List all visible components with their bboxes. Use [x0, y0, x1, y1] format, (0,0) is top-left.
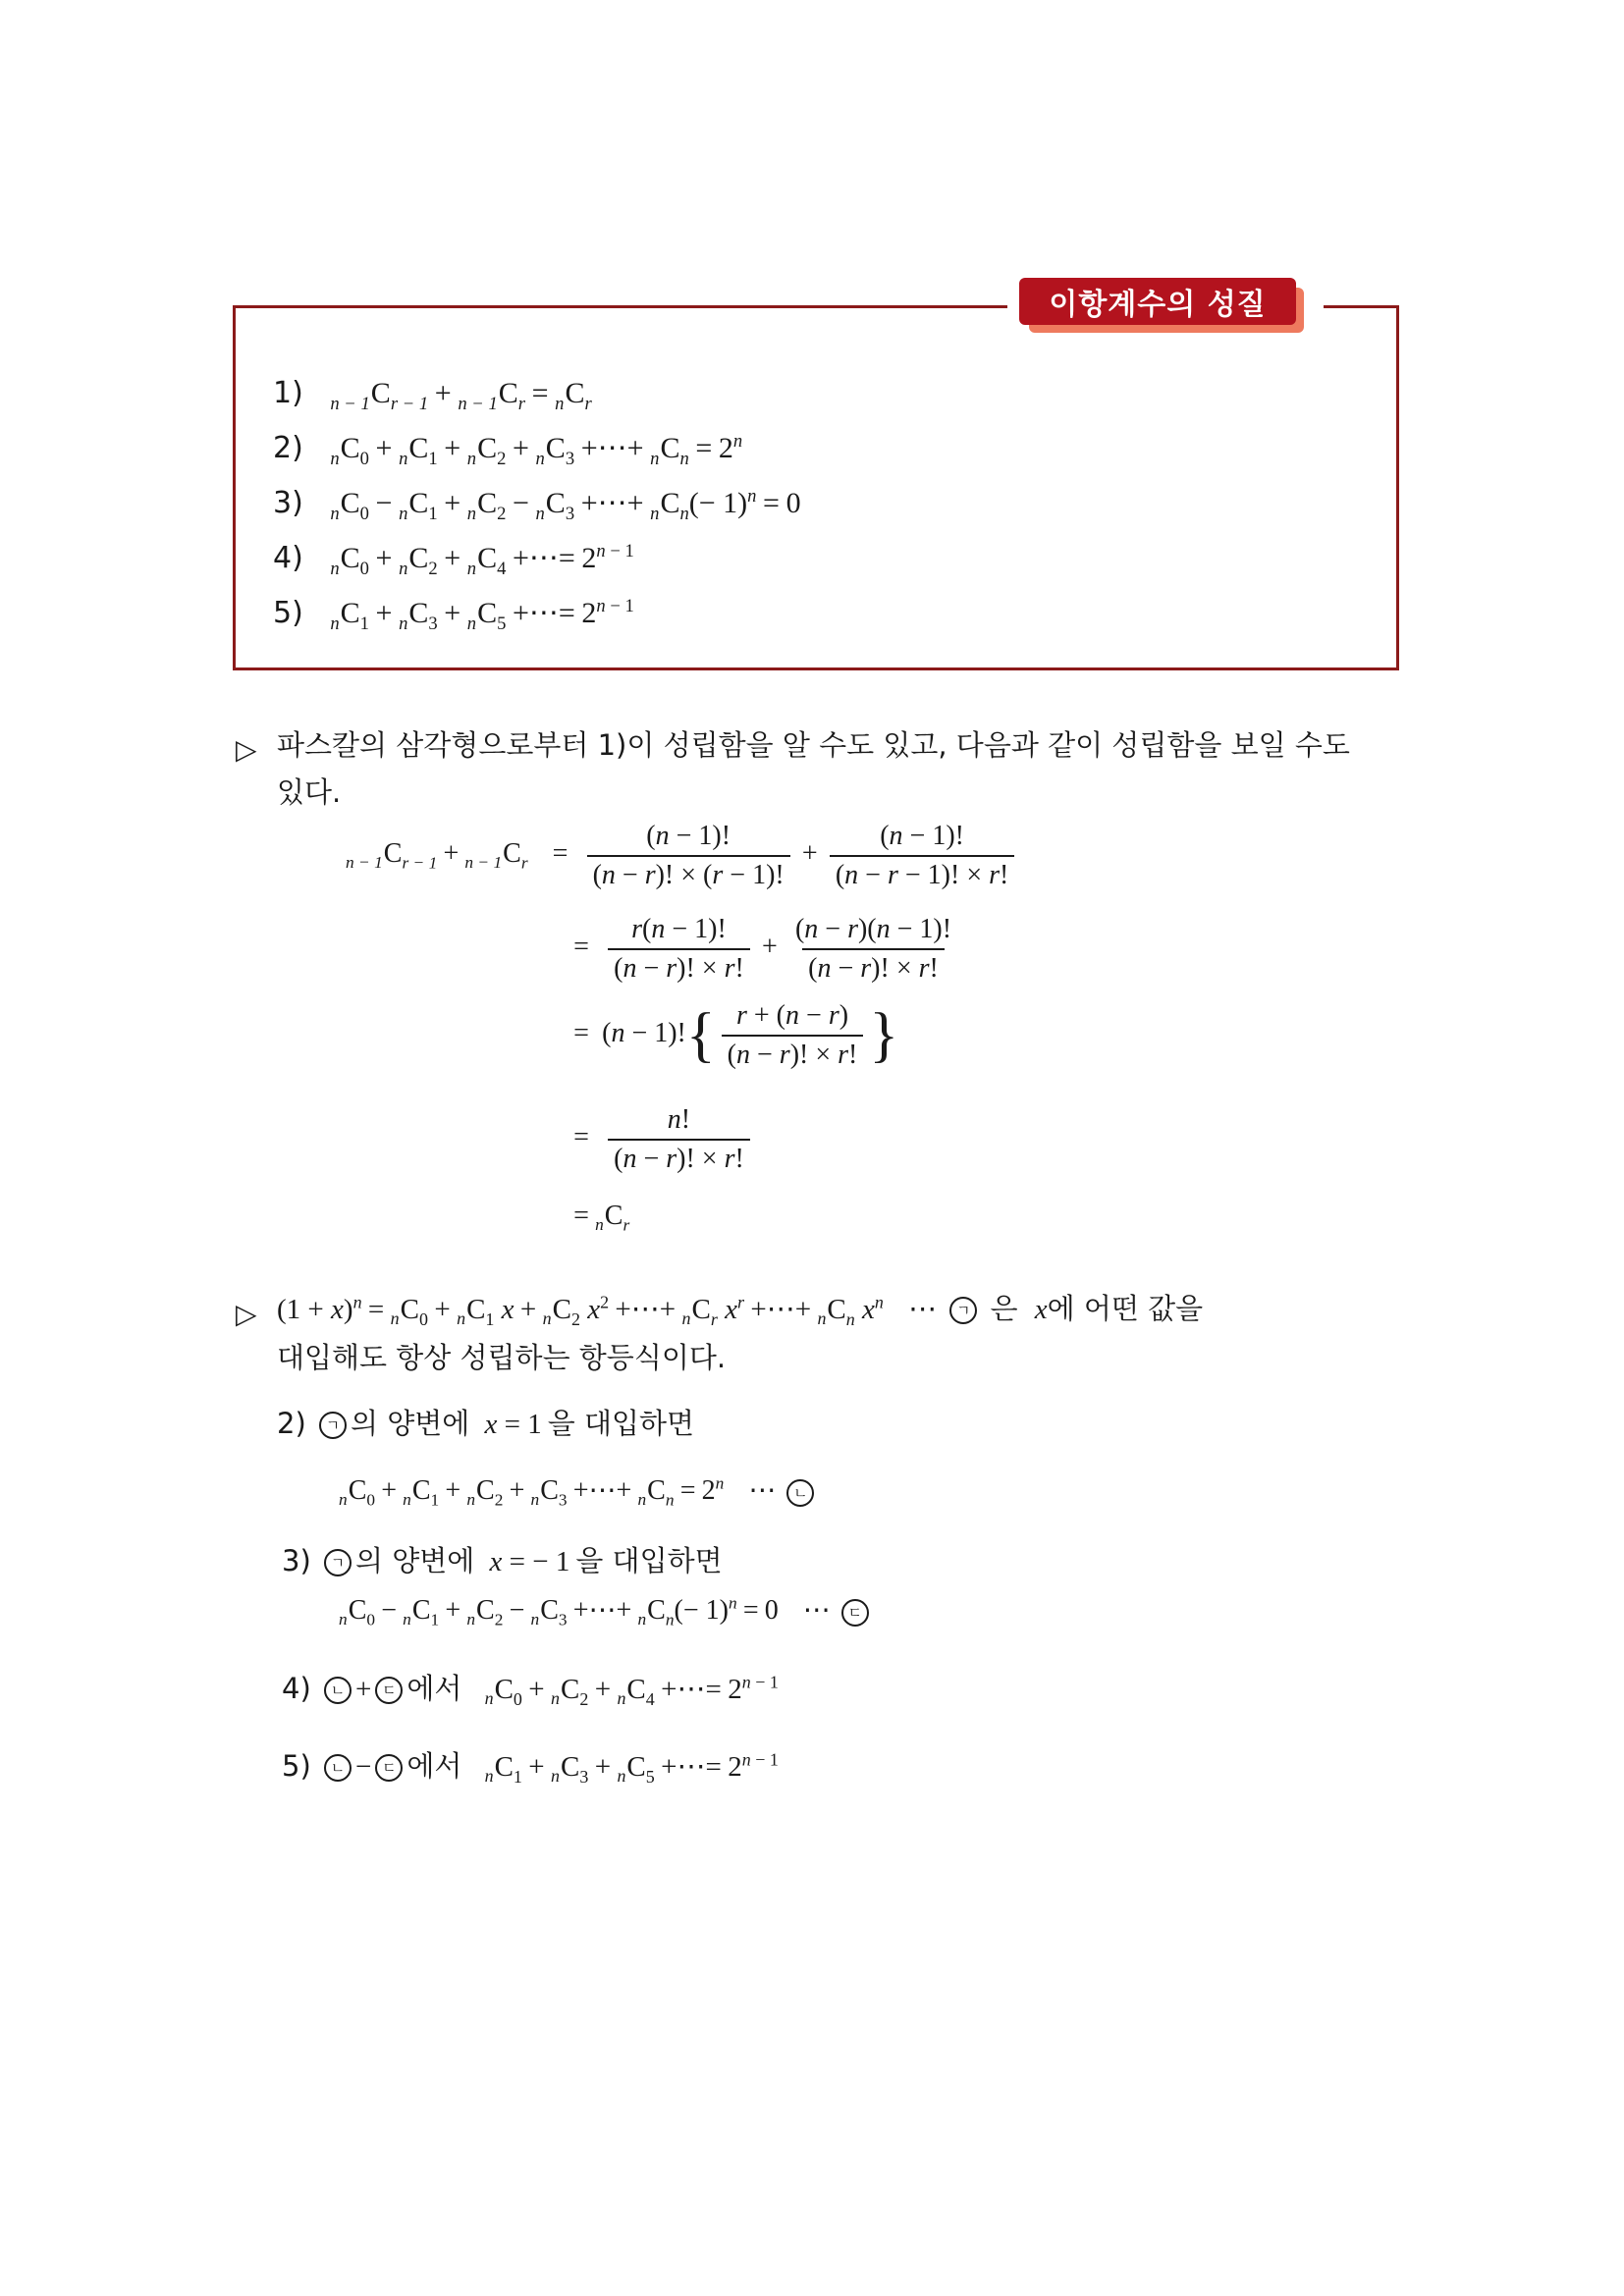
title-badge-wrap [1019, 278, 1316, 335]
derivation-step-5: = $_nC_r$ [573, 1201, 630, 1235]
circle-label-2: ㄴ [324, 1754, 352, 1782]
step-2-result: $_nC_0 + _nC_1 + _nC_2 + _nC_3$ +⋯+ $_nC_n = 2^n$ ⋯ ㄴ [339, 1474, 818, 1508]
property-number: 4) [273, 541, 303, 575]
circle-label-2: ㄴ [786, 1479, 814, 1507]
step-4: 4) ㄴ + ㄷ 에서 $_nC_0 + _nC_2 + _nC_4$ +⋯= $2^{n - 1}$ [282, 1672, 779, 1709]
property-1: 1) $_{n - 1}C_{r - 1} + _{n - 1}C_r = _nC_r$ [273, 376, 592, 414]
circle-label-3: ㄷ [841, 1599, 869, 1627]
step-2: 2) ㄱ 의 양변에 x = 1 을 대입하면 [277, 1407, 695, 1440]
circle-label-2: ㄴ [324, 1677, 352, 1704]
binomial-identity: $(1 + x)^n = _nC_0 + _nC_1$ $x + _nC_2$ $x^2$ +⋯+ $_nC_r$ $x^r$ +⋯+ $_nC_n$ $x^n$ ⋯ ㄱ 은 x에 어떤 값을 [277, 1292, 1204, 1329]
property-3: 3) $_nC_0 - _nC_1 + _nC_2 - _nC_3$ +⋯+ $_nC_n(- 1)^n = 0$ [273, 486, 801, 524]
circle-label-1: ㄱ [319, 1412, 347, 1439]
circle-label-1: ㄱ [949, 1297, 977, 1324]
circle-label-1: ㄱ [324, 1549, 352, 1576]
property-number: 3) [273, 486, 303, 520]
property-number: 5) [273, 596, 303, 630]
derivation-step-4: = $\frac{n!}{(n - r)! \times r!}$ [568, 1103, 756, 1175]
proof1-text-line2: 있다. [277, 775, 342, 809]
bullet-triangle: ▷ [236, 733, 257, 766]
step-3: 3) ㄱ 의 양변에 x = − 1 을 대입하면 [282, 1544, 723, 1577]
derivation-step-3: = (n − 1)!{ $\frac{r + (n - r)}{(n - r)! \times r!}$ } [573, 1000, 899, 1070]
proof1-text-line1: 파스칼의 삼각형으로부터 1)이 성립함을 알 수도 있고, 다음과 같이 성립함을 보일 수도 [277, 728, 1350, 762]
derivation-step-1: $_{n - 1}C_{r - 1} + _{n - 1}C_r$ = $\frac{(n - 1)!}{(n - r)! \times (r - 1)!}$ + $\frac{(n - 1)!}{(n - r - 1)! \times r!}$ [346, 820, 1020, 891]
circle-label-3: ㄷ [375, 1754, 403, 1782]
property-4: 4) $_nC_0 + _nC_2 + _nC_4$ +⋯= $2^{n - 1}$ [273, 541, 634, 579]
property-5: 5) $_nC_1 + _nC_3 + _nC_5$ +⋯= $2^{n - 1}$ [273, 596, 634, 634]
property-number: 1) [273, 376, 303, 410]
step-5: 5) ㄴ − ㄷ 에서 $_nC_1 + _nC_3 + _nC_5$ +⋯= $2^{n - 1}$ [282, 1749, 779, 1787]
circle-label-3: ㄷ [375, 1677, 403, 1704]
step-3-result: $_nC_0 - _nC_1 + _nC_2 - _nC_3$ +⋯+ $_nC_n(- 1)^n = 0$ ⋯ ㄷ [339, 1594, 873, 1628]
derivation-step-2: = $\frac{r(n - 1)!}{(n - r)! \times r!}$ + $\frac{(n - r)(n - 1)!}{(n - r)! \times r!}$ [573, 914, 952, 984]
property-number: 2) [273, 431, 303, 465]
bullet-triangle: ▷ [236, 1298, 257, 1330]
proof2-line2: 대입해도 항상 성립하는 항등식이다. [277, 1341, 727, 1374]
property-2: 2) $_nC_0 + _nC_1 + _nC_2 + _nC_3$ +⋯+ $_nC_n = 2^n$ [273, 431, 743, 469]
section-title: 이항계수의 성질 [1019, 278, 1296, 325]
